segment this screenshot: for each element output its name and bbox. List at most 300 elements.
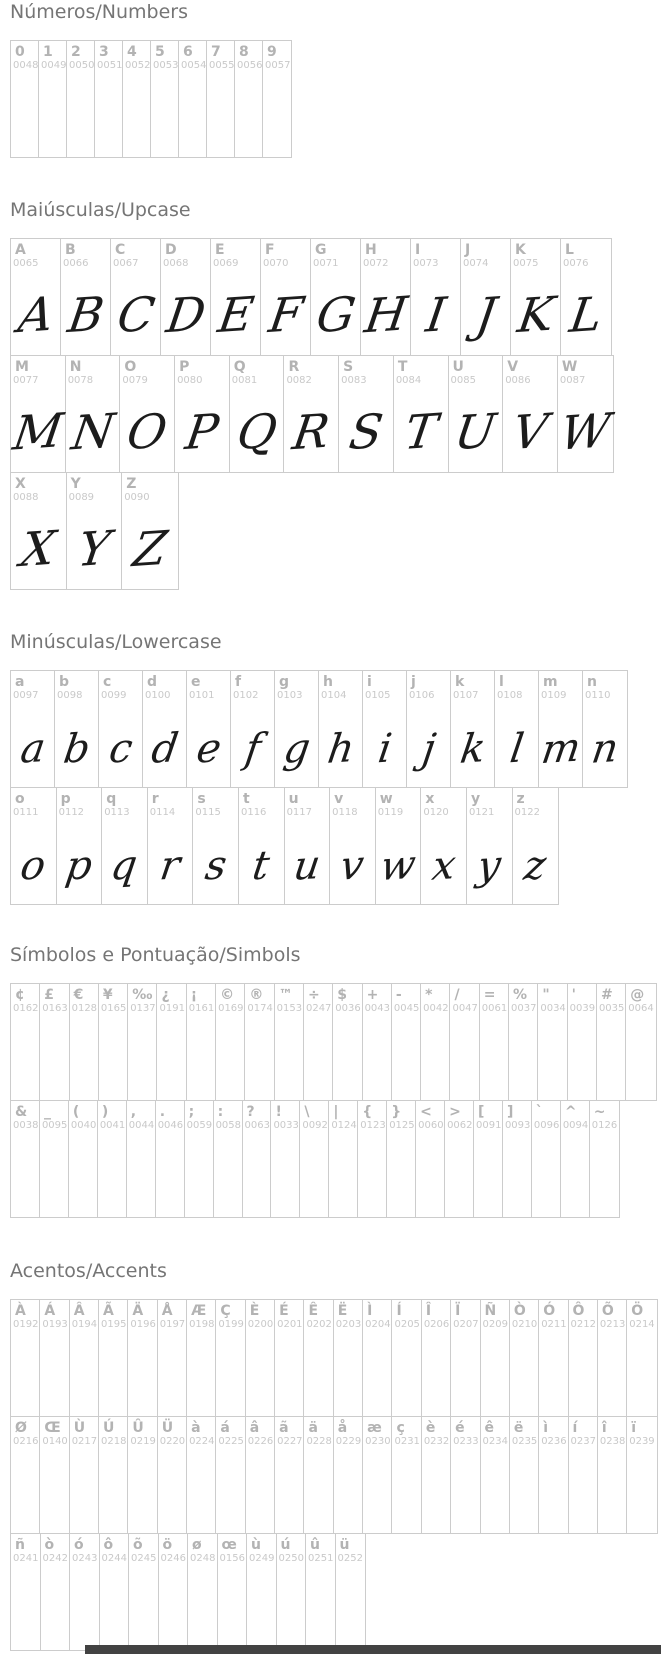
glyph-row xyxy=(10,1416,658,1534)
cell-character-label: : xyxy=(217,1104,224,1120)
glyph-cell-0199 xyxy=(216,1300,245,1416)
cell-unicode-code: 0114 xyxy=(149,807,176,819)
cell-unicode-code: 0121 xyxy=(468,807,495,819)
cell-character-label: ] xyxy=(506,1104,514,1120)
glyph-preview: J xyxy=(472,287,499,344)
cell-character-label: ä xyxy=(308,1420,318,1436)
glyph-cell-0212 xyxy=(569,1300,598,1416)
charmap-table-numbers xyxy=(10,40,661,158)
cell-character-label: ( xyxy=(72,1104,80,1120)
cell-unicode-code: 0107 xyxy=(453,690,479,702)
glyph-cell-0047 xyxy=(450,984,479,1100)
glyph-cell-0070 xyxy=(261,239,311,355)
cell-character-label: E xyxy=(215,242,225,258)
cell-character-label: g xyxy=(279,674,290,690)
cell-character-label: q xyxy=(106,791,117,807)
cell-unicode-code: 0235 xyxy=(511,1436,538,1448)
cell-unicode-code: 0049 xyxy=(41,60,67,72)
cell-character-label: l xyxy=(499,674,504,690)
cell-character-label: X xyxy=(15,476,26,492)
cell-character-label: e xyxy=(191,674,201,690)
cell-unicode-code: 0063 xyxy=(244,1120,270,1132)
glyph-cell-0112 xyxy=(57,788,103,904)
cell-character-label: > xyxy=(449,1104,461,1120)
glyph-cell-0090 xyxy=(122,473,178,589)
cell-character-label: \ xyxy=(304,1104,310,1120)
cell-unicode-code: 0050 xyxy=(69,60,95,72)
glyph-preview: g xyxy=(280,725,313,773)
glyph-cell-0077 xyxy=(11,356,66,472)
cell-unicode-code: 0042 xyxy=(423,1003,449,1015)
cell-character-label: ü xyxy=(339,1537,350,1553)
cell-unicode-code: 0239 xyxy=(629,1436,655,1448)
glyph-preview: Y xyxy=(74,520,114,579)
cell-unicode-code: 0056 xyxy=(237,60,263,72)
cell-unicode-code: 0058 xyxy=(215,1120,242,1132)
cell-unicode-code: 0194 xyxy=(71,1319,98,1331)
glyph-cell-0224 xyxy=(187,1417,216,1533)
glyph-preview: w xyxy=(377,841,419,891)
glyph-cell-0115 xyxy=(193,788,239,904)
glyph-cell-0110 xyxy=(583,671,627,787)
cell-unicode-code: 0057 xyxy=(265,60,291,72)
glyph-cell-0137 xyxy=(128,984,157,1100)
cell-character-label: £ xyxy=(44,987,55,1003)
glyph-cell-0058 xyxy=(214,1101,243,1217)
cell-character-label: O xyxy=(124,359,137,375)
glyph-cell-0153 xyxy=(275,984,304,1100)
cell-unicode-code: 0069 xyxy=(213,258,239,270)
cell-unicode-code: 0118 xyxy=(332,807,358,819)
glyph-cell-0126 xyxy=(590,1101,619,1217)
cell-unicode-code: 0205 xyxy=(394,1319,420,1331)
glyph-cell-0098 xyxy=(55,671,99,787)
cell-character-label: + xyxy=(366,987,379,1003)
cell-unicode-code: 0238 xyxy=(599,1436,626,1448)
glyph-cell-0230 xyxy=(363,1417,392,1533)
cell-unicode-code: 0038 xyxy=(13,1120,39,1132)
charmap-page xyxy=(0,1,661,1651)
cell-unicode-code: 0061 xyxy=(481,1003,508,1015)
cell-character-label: / xyxy=(454,987,460,1003)
glyph-preview: v xyxy=(337,842,368,890)
section-symbols xyxy=(10,944,661,1218)
cell-character-label: ã xyxy=(279,1420,289,1436)
glyph-cell-0247 xyxy=(304,984,333,1100)
glyph-preview: t xyxy=(249,842,273,890)
charmap-table-symbols xyxy=(10,983,661,1218)
glyph-preview: R xyxy=(289,403,334,462)
cell-unicode-code: 0034 xyxy=(540,1003,566,1015)
cell-character-label: ! xyxy=(275,1104,282,1120)
glyph-cell-0034 xyxy=(538,984,567,1100)
glyph-cell-0039 xyxy=(568,984,597,1100)
cell-character-label: B xyxy=(65,242,76,258)
glyph-cell-0044 xyxy=(127,1101,156,1217)
cell-character-label: % xyxy=(513,987,528,1003)
glyph-cell-0251 xyxy=(306,1534,336,1650)
cell-character-label: ‰ xyxy=(132,987,153,1003)
glyph-cell-0068 xyxy=(161,239,211,355)
glyph-cell-0041 xyxy=(98,1101,127,1217)
glyph-preview: z xyxy=(521,842,550,890)
cell-character-label: a xyxy=(15,674,25,690)
cell-unicode-code: 0068 xyxy=(163,258,189,270)
glyph-cell-0169 xyxy=(216,984,245,1100)
cell-unicode-code: 0106 xyxy=(409,690,435,702)
glyph-cell-0165 xyxy=(99,984,128,1100)
cell-unicode-code: 0101 xyxy=(189,690,215,702)
glyph-cell-0119 xyxy=(376,788,422,904)
cell-character-label: t xyxy=(242,791,250,807)
glyph-cell-0235 xyxy=(510,1417,539,1533)
cell-character-label: è xyxy=(425,1420,436,1436)
cell-character-label: 8 xyxy=(239,44,249,60)
glyph-cell-0236 xyxy=(539,1417,568,1533)
glyph-cell-0046 xyxy=(156,1101,185,1217)
cell-unicode-code: 0033 xyxy=(273,1120,299,1132)
cell-character-label: L xyxy=(565,242,574,258)
cell-unicode-code: 0165 xyxy=(100,1003,127,1015)
cell-character-label: , xyxy=(130,1104,137,1120)
cell-unicode-code: 0084 xyxy=(395,375,422,387)
glyph-cell-0128 xyxy=(70,984,99,1100)
cell-character-label: f xyxy=(235,674,242,690)
glyph-preview: L xyxy=(566,286,606,345)
glyph-cell-0054 xyxy=(179,41,207,157)
glyph-cell-0195 xyxy=(99,1300,128,1416)
cell-unicode-code: 0217 xyxy=(71,1436,98,1448)
glyph-cell-0050 xyxy=(67,41,95,157)
cell-character-label: Ç xyxy=(220,1303,231,1319)
section-title-numbers: Números/Numbers xyxy=(10,1,188,23)
glyph-cell-0232 xyxy=(422,1417,451,1533)
cell-unicode-code: 0067 xyxy=(113,258,139,270)
glyph-cell-0086 xyxy=(503,356,558,472)
cell-unicode-code: 0035 xyxy=(598,1003,625,1015)
cell-character-label: N xyxy=(69,359,82,375)
cell-character-label: € xyxy=(73,987,84,1003)
glyph-preview: M xyxy=(9,403,67,462)
section-numbers xyxy=(10,1,661,158)
cell-unicode-code: 0191 xyxy=(159,1003,185,1015)
cell-unicode-code: 0237 xyxy=(570,1436,596,1448)
glyph-cell-0192 xyxy=(11,1300,40,1416)
cell-character-label: | xyxy=(333,1104,339,1120)
glyph-preview: r xyxy=(157,842,184,890)
glyph-cell-0216 xyxy=(11,1417,40,1533)
glyph-cell-0225 xyxy=(216,1417,245,1533)
cell-character-label: œ xyxy=(221,1537,237,1553)
cell-character-label: ) xyxy=(101,1104,109,1120)
cell-unicode-code: 0097 xyxy=(13,690,39,702)
cell-unicode-code: 0218 xyxy=(101,1436,127,1448)
cell-unicode-code: 0250 xyxy=(278,1553,304,1565)
glyph-cell-0099 xyxy=(99,671,143,787)
glyph-preview: C xyxy=(113,286,158,345)
glyph-cell-0038 xyxy=(11,1101,40,1217)
cell-unicode-code: 0053 xyxy=(153,60,179,72)
cell-unicode-code: 0036 xyxy=(335,1003,361,1015)
glyph-cell-0067 xyxy=(111,239,161,355)
cell-unicode-code: 0117 xyxy=(286,807,313,819)
cell-character-label: Ü xyxy=(161,1420,174,1436)
cell-unicode-code: 0115 xyxy=(195,807,221,819)
glyph-cell-0105 xyxy=(363,671,407,787)
glyph-cell-0101 xyxy=(187,671,231,787)
cell-unicode-code: 0209 xyxy=(482,1319,508,1331)
cell-unicode-code: 0156 xyxy=(219,1553,245,1565)
glyph-cell-0121 xyxy=(467,788,513,904)
cell-unicode-code: 0104 xyxy=(321,690,347,702)
glyph-cell-0204 xyxy=(363,1300,392,1416)
cell-unicode-code: 0203 xyxy=(335,1319,362,1331)
cell-unicode-code: 0073 xyxy=(413,258,439,270)
glyph-preview: B xyxy=(64,286,107,345)
glyph-cell-0214 xyxy=(627,1300,656,1416)
cell-character-label: ` xyxy=(535,1104,543,1120)
cell-character-label: ; xyxy=(188,1104,195,1120)
glyph-preview: i xyxy=(374,725,395,773)
cell-character-label: C xyxy=(115,242,126,258)
glyph-preview: x xyxy=(428,842,459,890)
cell-unicode-code: 0081 xyxy=(231,375,258,387)
glyph-cell-0122 xyxy=(513,788,559,904)
glyph-row xyxy=(10,1533,366,1651)
cell-unicode-code: 0241 xyxy=(13,1553,39,1565)
glyph-preview: H xyxy=(360,286,411,345)
cell-character-label: p xyxy=(60,791,71,807)
glyph-cell-0092 xyxy=(300,1101,329,1217)
glyph-cell-0069 xyxy=(211,239,261,355)
glyph-cell-0096 xyxy=(532,1101,561,1217)
cell-character-label: Á xyxy=(44,1303,56,1319)
section-title-uppercase: Maiúsculas/Upcase xyxy=(10,199,191,221)
cell-character-label: ï xyxy=(631,1420,637,1436)
glyph-cell-0244 xyxy=(100,1534,130,1650)
glyph-preview: N xyxy=(67,403,118,462)
glyph-cell-0252 xyxy=(336,1534,366,1650)
glyph-cell-0243 xyxy=(70,1534,100,1650)
cell-character-label: À xyxy=(15,1303,26,1319)
charmap-table-uppercase xyxy=(10,238,661,590)
cell-unicode-code: 0102 xyxy=(233,690,259,702)
glyph-cell-0085 xyxy=(449,356,504,472)
glyph-preview: P xyxy=(181,403,222,462)
cell-character-label: 1 xyxy=(43,44,53,60)
cell-unicode-code: 0085 xyxy=(450,375,476,387)
glyph-preview: u xyxy=(290,842,324,890)
cell-unicode-code: 0095 xyxy=(41,1120,68,1132)
glyph-preview: m xyxy=(538,724,583,774)
cell-character-label: ë xyxy=(513,1420,524,1436)
glyph-cell-0075 xyxy=(511,239,561,355)
cell-character-label: Ì xyxy=(367,1303,373,1319)
glyph-cell-0102 xyxy=(231,671,275,787)
cell-character-label: _ xyxy=(43,1104,51,1120)
glyph-cell-0084 xyxy=(394,356,449,472)
glyph-cell-0078 xyxy=(66,356,121,472)
cell-unicode-code: 0211 xyxy=(541,1319,567,1331)
charmap-table-lowercase xyxy=(10,670,661,905)
charmap-table-accents xyxy=(10,1299,661,1651)
glyph-cell-0241 xyxy=(11,1534,41,1650)
glyph-cell-0205 xyxy=(392,1300,421,1416)
glyph-row xyxy=(10,1299,658,1417)
cell-unicode-code: 0110 xyxy=(585,690,611,702)
cell-unicode-code: 0079 xyxy=(122,375,148,387)
cell-unicode-code: 0198 xyxy=(189,1319,215,1331)
cell-unicode-code: 0090 xyxy=(124,492,150,504)
glyph-preview: T xyxy=(400,403,441,462)
glyph-cell-0194 xyxy=(70,1300,99,1416)
glyph-preview: c xyxy=(105,725,136,773)
glyph-cell-0238 xyxy=(598,1417,627,1533)
cell-character-label: j xyxy=(411,674,416,690)
cell-unicode-code: 0075 xyxy=(513,258,539,270)
cell-character-label: Ë xyxy=(337,1303,348,1319)
cell-character-label: n xyxy=(587,674,597,690)
glyph-cell-0033 xyxy=(271,1101,300,1217)
cell-unicode-code: 0123 xyxy=(360,1120,386,1132)
glyph-cell-0037 xyxy=(509,984,538,1100)
cell-character-label: - xyxy=(395,987,402,1003)
cell-unicode-code: 0214 xyxy=(629,1319,655,1331)
cell-character-label: û xyxy=(310,1537,320,1553)
glyph-preview: h xyxy=(324,725,357,773)
cell-unicode-code: 0219 xyxy=(130,1436,156,1448)
glyph-preview: k xyxy=(456,725,489,773)
cell-character-label: " xyxy=(542,987,550,1003)
glyph-cell-0249 xyxy=(247,1534,277,1650)
glyph-cell-0064 xyxy=(626,984,655,1100)
cell-unicode-code: 0070 xyxy=(263,258,289,270)
glyph-cell-0049 xyxy=(39,41,67,157)
cell-character-label: ® xyxy=(249,987,264,1003)
glyph-cell-0051 xyxy=(95,41,123,157)
cell-unicode-code: 0230 xyxy=(365,1436,391,1448)
cell-unicode-code: 0083 xyxy=(341,375,367,387)
cell-character-label: Ö xyxy=(631,1303,644,1319)
glyph-cell-0217 xyxy=(70,1417,99,1533)
cell-character-label: ô xyxy=(103,1537,114,1553)
cell-unicode-code: 0249 xyxy=(249,1553,275,1565)
cell-unicode-code: 0224 xyxy=(189,1436,215,1448)
cell-unicode-code: 0062 xyxy=(447,1120,473,1132)
cell-character-label: k xyxy=(455,674,465,690)
cell-unicode-code: 0041 xyxy=(99,1120,126,1132)
glyph-cell-0072 xyxy=(361,239,411,355)
glyph-cell-0140 xyxy=(40,1417,69,1533)
cell-character-label: ö xyxy=(162,1537,173,1553)
cell-character-label: m xyxy=(543,674,558,690)
glyph-preview: d xyxy=(148,725,181,773)
cell-character-label: Q xyxy=(233,359,246,375)
cell-unicode-code: 0091 xyxy=(476,1120,502,1132)
cell-unicode-code: 0072 xyxy=(363,258,389,270)
glyph-cell-0125 xyxy=(387,1101,416,1217)
glyph-cell-0246 xyxy=(159,1534,189,1650)
cell-character-label: ñ xyxy=(15,1537,25,1553)
glyph-preview: W xyxy=(556,403,614,462)
cell-unicode-code: 0071 xyxy=(313,258,339,270)
glyph-cell-0161 xyxy=(187,984,216,1100)
glyph-cell-0245 xyxy=(129,1534,159,1650)
cell-unicode-code: 0060 xyxy=(418,1120,444,1132)
glyph-cell-0163 xyxy=(40,984,69,1100)
cell-unicode-code: 0196 xyxy=(130,1319,156,1331)
glyph-preview: j xyxy=(418,725,439,773)
glyph-cell-0248 xyxy=(188,1534,218,1650)
glyph-cell-0210 xyxy=(510,1300,539,1416)
cell-unicode-code: 0096 xyxy=(533,1120,560,1132)
cell-unicode-code: 0201 xyxy=(277,1319,303,1331)
cell-unicode-code: 0074 xyxy=(463,258,489,270)
cell-character-label: Ï xyxy=(455,1303,461,1319)
glyph-cell-0040 xyxy=(69,1101,98,1217)
cell-character-label: M xyxy=(15,359,29,375)
glyph-row xyxy=(10,1100,620,1218)
glyph-cell-0056 xyxy=(235,41,263,157)
cell-unicode-code: 0040 xyxy=(70,1120,97,1132)
cell-character-label: ù xyxy=(251,1537,261,1553)
cell-unicode-code: 0055 xyxy=(209,60,235,72)
cell-character-label: < xyxy=(420,1104,432,1120)
glyph-cell-0229 xyxy=(334,1417,363,1533)
cell-character-label: o xyxy=(15,791,25,807)
glyph-cell-0213 xyxy=(598,1300,627,1416)
cell-unicode-code: 0202 xyxy=(306,1319,332,1331)
glyph-cell-0057 xyxy=(263,41,291,157)
cell-character-label: ÷ xyxy=(307,987,320,1003)
cell-character-label: y xyxy=(470,791,481,807)
glyph-preview: f xyxy=(241,725,264,773)
glyph-cell-0089 xyxy=(67,473,123,589)
cell-unicode-code: 0195 xyxy=(101,1319,127,1331)
cell-unicode-code: 0116 xyxy=(240,807,267,819)
glyph-cell-0193 xyxy=(40,1300,69,1416)
glyph-cell-0233 xyxy=(451,1417,480,1533)
glyph-cell-0111 xyxy=(11,788,57,904)
glyph-cell-0035 xyxy=(597,984,626,1100)
cell-unicode-code: 0039 xyxy=(569,1003,596,1015)
cell-character-label: h xyxy=(323,674,333,690)
cell-character-label: È xyxy=(249,1303,260,1319)
cell-unicode-code: 0248 xyxy=(190,1553,216,1565)
glyph-cell-0076 xyxy=(561,239,611,355)
cell-unicode-code: 0231 xyxy=(394,1436,420,1448)
cell-character-label: = xyxy=(483,987,496,1003)
cell-unicode-code: 0087 xyxy=(559,375,586,387)
cell-unicode-code: 0206 xyxy=(423,1319,450,1331)
cell-character-label: Ú xyxy=(103,1420,115,1436)
glyph-cell-0239 xyxy=(627,1417,656,1533)
cell-character-label: â xyxy=(249,1420,260,1436)
glyph-cell-0103 xyxy=(275,671,319,787)
cell-unicode-code: 0064 xyxy=(628,1003,654,1015)
cell-unicode-code: 0051 xyxy=(97,60,123,72)
glyph-cell-0219 xyxy=(128,1417,157,1533)
cell-character-label: ¢ xyxy=(15,987,25,1003)
glyph-cell-0228 xyxy=(304,1417,333,1533)
cell-character-label: 2 xyxy=(71,44,81,60)
cell-unicode-code: 0086 xyxy=(505,375,531,387)
glyph-cell-0231 xyxy=(392,1417,421,1533)
cell-character-label: Å xyxy=(161,1303,173,1319)
cell-unicode-code: 0059 xyxy=(186,1120,213,1132)
cell-character-label: @ xyxy=(630,987,645,1003)
cell-character-label: ò xyxy=(44,1537,55,1553)
